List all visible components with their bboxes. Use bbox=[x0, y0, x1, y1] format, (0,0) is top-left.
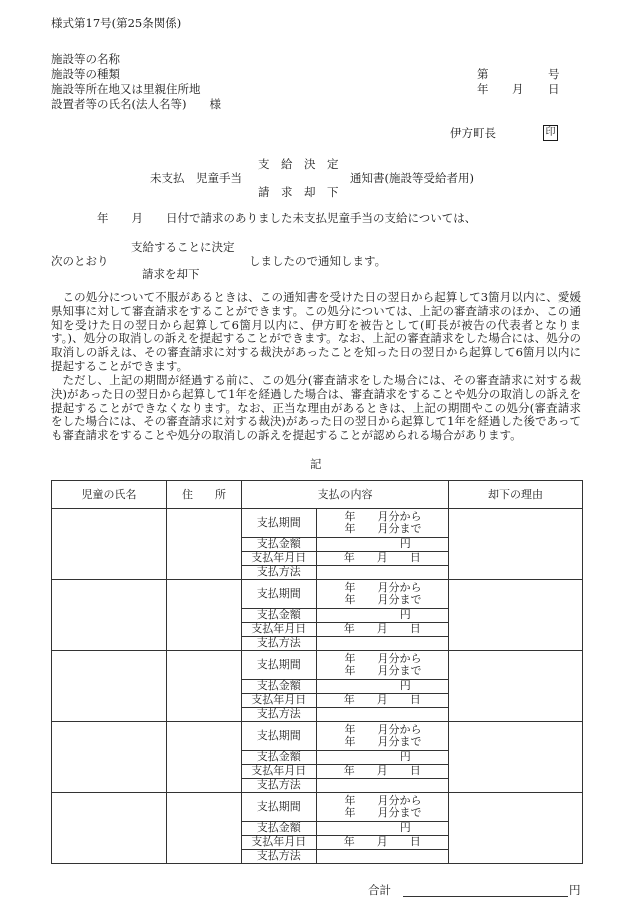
payment-details-cell bbox=[242, 651, 449, 722]
period-value[interactable] bbox=[316, 509, 448, 537]
issue-date-month: 月 bbox=[512, 82, 524, 96]
period-from: 年 月分から bbox=[344, 580, 422, 594]
child-name-cell[interactable] bbox=[52, 793, 167, 864]
child-name-cell[interactable] bbox=[52, 651, 167, 722]
payment-date-label: 支払年月日 bbox=[242, 693, 316, 707]
rejection-reason-cell[interactable] bbox=[449, 651, 583, 722]
amount-label: 支払金額 bbox=[242, 821, 316, 835]
payment-details-cell bbox=[242, 580, 449, 651]
period-to: 年 月分まで bbox=[344, 521, 422, 535]
doc-number-prefix: 第 bbox=[477, 67, 489, 81]
payment-method-label: 支払方法 bbox=[242, 707, 316, 721]
table-header-row bbox=[52, 481, 583, 509]
amount-value[interactable] bbox=[316, 537, 448, 551]
total-label: 合計 bbox=[368, 883, 391, 897]
period-to: 年 月分まで bbox=[344, 592, 422, 606]
amount-value[interactable] bbox=[316, 679, 448, 693]
period-value[interactable] bbox=[316, 722, 448, 750]
total-amount-field[interactable] bbox=[403, 896, 568, 897]
amount-value[interactable] bbox=[316, 821, 448, 835]
seal-mark: 印 bbox=[543, 125, 558, 141]
form-number: 様式第17号(第25条関係) bbox=[51, 16, 182, 30]
rejection-reason-cell[interactable] bbox=[449, 722, 583, 793]
title-option-reject: 請 求 却 下 bbox=[258, 185, 339, 199]
address-cell[interactable] bbox=[167, 509, 242, 580]
payment-date-value[interactable]: 年 月 日 bbox=[316, 622, 448, 636]
founder-name-label: 設置者等の氏名(法人名等) 様 bbox=[51, 97, 221, 111]
rejection-reason-cell[interactable] bbox=[449, 509, 583, 580]
title-right: 通知書(施設等受給者用) bbox=[350, 171, 474, 185]
payment-method-label: 支払方法 bbox=[242, 849, 316, 863]
period-label: 支払期間 bbox=[242, 651, 316, 679]
header-rejection-reason: 却下の理由 bbox=[449, 481, 583, 509]
title-left: 未支払 児童手当 bbox=[150, 171, 242, 185]
intro-option-reject: 請求を却下 bbox=[142, 267, 200, 281]
facility-type-label: 施設等の種類 bbox=[51, 67, 120, 81]
period-from: 年 月分から bbox=[344, 793, 422, 807]
payment-method-value[interactable] bbox=[316, 565, 448, 579]
amount-label: 支払金額 bbox=[242, 537, 316, 551]
intro-option-grant: 支給することに決定 bbox=[131, 240, 235, 254]
payment-date-value[interactable]: 年 月 日 bbox=[316, 764, 448, 778]
period-value[interactable] bbox=[316, 793, 448, 821]
payment-method-label: 支払方法 bbox=[242, 565, 316, 579]
payment-date-label: 支払年月日 bbox=[242, 835, 316, 849]
table-row bbox=[52, 793, 583, 864]
notice-paragraph-2: ただし、上記の期間が経過する前に、この処分(審査請求をした場合には、その審査請求に対する裁決)があった日の翌日から起算して1年を経過した場合は、審査請求をすることや処分の取消しの訴えを提起することができなくなります。なお、正当な理由があるときは、上記の期間やこの処分(審査請求をした場合には、その審査請求に対する裁決)があった日の翌日から起算して1年を経過した後であっても審査請求をすることや処分の取消しの訴えを提起することが認められる場合があります。 bbox=[51, 373, 581, 443]
period-to: 年 月分まで bbox=[344, 734, 422, 748]
amount-unit: 円 bbox=[399, 821, 411, 834]
period-from: 年 月分から bbox=[344, 509, 422, 523]
payment-details-cell bbox=[242, 509, 449, 580]
child-name-cell[interactable] bbox=[52, 722, 167, 793]
period-to: 年 月分まで bbox=[344, 805, 422, 819]
period-label: 支払期間 bbox=[242, 722, 316, 750]
intro-suffix: しましたので通知します。 bbox=[249, 254, 387, 268]
period-to: 年 月分まで bbox=[344, 663, 422, 677]
period-from: 年 月分から bbox=[344, 651, 422, 665]
payment-date-value[interactable]: 年 月 日 bbox=[316, 693, 448, 707]
issue-date-day: 日 bbox=[548, 82, 560, 96]
amount-unit: 円 bbox=[399, 537, 411, 550]
issue-date-year: 年 bbox=[477, 82, 489, 96]
doc-number-suffix: 号 bbox=[548, 67, 560, 81]
amount-unit: 円 bbox=[399, 608, 411, 621]
header-child-name: 児童の氏名 bbox=[52, 481, 167, 509]
amount-label: 支払金額 bbox=[242, 608, 316, 622]
payment-date-label: 支払年月日 bbox=[242, 622, 316, 636]
payment-date-value[interactable]: 年 月 日 bbox=[316, 551, 448, 565]
address-cell[interactable] bbox=[167, 580, 242, 651]
rejection-reason-cell[interactable] bbox=[449, 580, 583, 651]
payment-date-label: 支払年月日 bbox=[242, 764, 316, 778]
payment-details-cell bbox=[242, 793, 449, 864]
notice-paragraph-1: この処分について不服があるときは、この通知書を受けた日の翌日から起算して3箇月以内に、愛媛県知事に対して審査請求をすることができます。この処分については、上記の審査請求のほか、この通知を受けた日の翌日から起算して6箇月以内に、伊方町を被告として(町長が被告の代表者となります。)、処分の取消しの訴えを提起することができます。なお、上記の審査請求をした場合には、処分の取消しの訴えは、その審査請求に対する裁決があったことを知った日の翌日から起算して6箇月以内に提起することができます。 bbox=[51, 290, 581, 373]
issuer-title: 伊方町長 bbox=[450, 126, 496, 140]
table-row bbox=[52, 509, 583, 580]
period-label: 支払期間 bbox=[242, 580, 316, 608]
period-from: 年 月分から bbox=[344, 722, 422, 736]
address-cell[interactable] bbox=[167, 722, 242, 793]
facility-name-label: 施設等の名称 bbox=[51, 52, 120, 66]
rejection-reason-cell[interactable] bbox=[449, 793, 583, 864]
total-unit: 円 bbox=[569, 883, 581, 897]
header-payment-details: 支払の内容 bbox=[242, 481, 449, 509]
payment-table bbox=[51, 480, 583, 864]
payment-method-value[interactable] bbox=[316, 707, 448, 721]
header-address: 住 所 bbox=[167, 481, 242, 509]
ki-heading: 記 bbox=[310, 457, 322, 471]
payment-method-label: 支払方法 bbox=[242, 636, 316, 650]
address-cell[interactable] bbox=[167, 793, 242, 864]
amount-unit: 円 bbox=[399, 750, 411, 763]
period-value[interactable] bbox=[316, 651, 448, 679]
amount-label: 支払金額 bbox=[242, 750, 316, 764]
payment-method-label: 支払方法 bbox=[242, 778, 316, 792]
intro-line: 年 月 日付で請求のありました未支払児童手当の支給については、 bbox=[97, 211, 477, 225]
table-row bbox=[52, 651, 583, 722]
payment-method-value[interactable] bbox=[316, 636, 448, 650]
child-name-cell[interactable] bbox=[52, 509, 167, 580]
payment-method-value[interactable] bbox=[316, 849, 448, 863]
amount-unit: 円 bbox=[399, 679, 411, 692]
table-row bbox=[52, 580, 583, 651]
address-cell[interactable] bbox=[167, 651, 242, 722]
title-option-grant: 支 給 決 定 bbox=[258, 157, 339, 171]
intro-prefix: 次のとおり bbox=[51, 254, 109, 268]
amount-value[interactable] bbox=[316, 750, 448, 764]
period-label: 支払期間 bbox=[242, 793, 316, 821]
amount-label: 支払金額 bbox=[242, 679, 316, 693]
payment-method-value[interactable] bbox=[316, 778, 448, 792]
payment-details-cell bbox=[242, 722, 449, 793]
table-row bbox=[52, 722, 583, 793]
period-label: 支払期間 bbox=[242, 509, 316, 537]
amount-value[interactable] bbox=[316, 608, 448, 622]
payment-date-value[interactable]: 年 月 日 bbox=[316, 835, 448, 849]
facility-address-label: 施設等所在地又は里親住所地 bbox=[51, 82, 201, 96]
payment-date-label: 支払年月日 bbox=[242, 551, 316, 565]
period-value[interactable] bbox=[316, 580, 448, 608]
child-name-cell[interactable] bbox=[52, 580, 167, 651]
